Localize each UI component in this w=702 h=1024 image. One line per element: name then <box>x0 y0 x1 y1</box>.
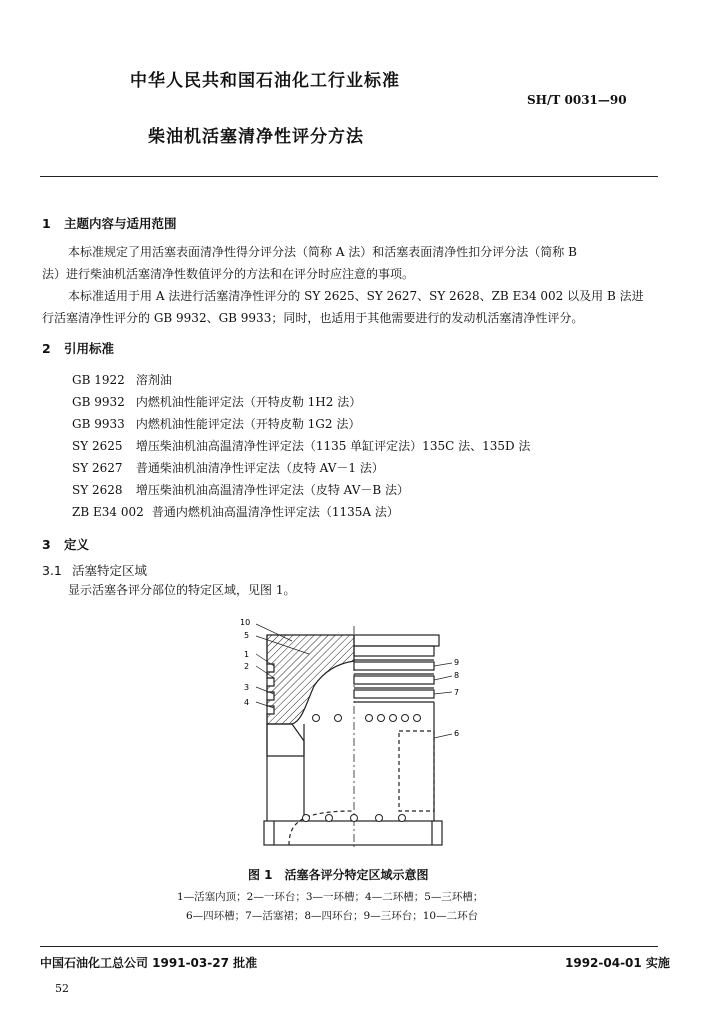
piston-left-half-section <box>267 635 354 821</box>
section-3-heading <box>42 535 89 553</box>
subsection-3-1-number: 3.1 <box>42 563 62 578</box>
label-7: 7 <box>454 688 460 697</box>
footer-rule <box>40 946 658 947</box>
label-10: 10 <box>240 618 251 627</box>
label-3: 3 <box>244 683 250 692</box>
section-3-number: 3 <box>42 537 51 552</box>
reference-title: 增压柴油机油高温清净性评定法（皮特 AV－B 法） <box>135 483 410 497</box>
piston-right-half-outline <box>354 635 439 821</box>
page-number: 52 <box>55 982 69 995</box>
label-8: 8 <box>454 671 460 680</box>
reference-code: ZB E34 002 <box>72 505 144 519</box>
section-2-heading <box>42 339 114 357</box>
subsection-3-1-heading <box>42 561 147 579</box>
reference-code: GB 9932 <box>72 395 125 409</box>
reference-code: SY 2628 <box>72 483 123 497</box>
standard-code: SH/T 0031—90 <box>527 93 627 107</box>
figure-caption: 图 1 活塞各评分特定区域示意图 <box>248 868 429 882</box>
reference-item <box>72 459 384 476</box>
label-5: 5 <box>244 631 250 640</box>
label-2: 2 <box>244 662 250 671</box>
reference-title: 溶剂油 <box>135 373 172 387</box>
document-title: 柴油机活塞清净性评分方法 <box>148 127 364 147</box>
section-1-paragraph-1-line-1: 本标准规定了用活塞表面清净性得分评分法（简称 A 法）和活塞表面清净性扣分评分法（简称 B <box>68 245 577 259</box>
label-6: 6 <box>454 729 460 738</box>
reference-code: SY 2625 <box>72 439 123 453</box>
section-1-paragraph-1-line-2: 法）进行柴油机活塞清净性数值评分的方法和在评分时应注意的事项。 <box>42 267 415 281</box>
reference-title: 普通内燃机油高温清净性评定法（1135A 法） <box>151 505 399 519</box>
reference-item <box>72 393 361 410</box>
reference-code: GB 9933 <box>72 417 125 431</box>
label-9: 9 <box>454 658 460 667</box>
reference-title: 内燃机油性能评定法（开特皮勒 1G2 法） <box>135 417 361 431</box>
header-organization: 中华人民共和国石油化工行业标准 <box>130 71 400 91</box>
section-2-number: 2 <box>42 341 51 356</box>
section-1-heading <box>42 214 177 232</box>
reference-code: SY 2627 <box>72 461 123 475</box>
reference-item <box>72 415 360 432</box>
section-3-title: 定义 <box>64 537 90 552</box>
section-1-number: 1 <box>42 216 51 231</box>
reference-item <box>72 481 409 498</box>
section-2-title: 引用标准 <box>64 341 115 356</box>
footer-issuer: 中国石油化工总公司 1991-03-27 批准 <box>40 956 258 970</box>
section-1-paragraph-2-line-2: 行活塞清净性评分的 GB 9932、GB 9933；同时，也适用于其他需要进行的发动机活塞清净性评分。 <box>42 311 584 325</box>
figure-legend-line-1: 1—活塞内顶；2—一环台；3—一环槽；4—二环槽；5—三环槽； <box>177 891 484 903</box>
subsection-3-1-text: 显示活塞各评分部位的特定区域，见图 1。 <box>68 583 296 597</box>
subsection-3-1-title: 活塞特定区域 <box>72 563 148 578</box>
reference-item <box>72 371 172 388</box>
header-rule <box>40 176 658 177</box>
reference-item <box>72 503 399 520</box>
label-4: 4 <box>244 698 250 707</box>
reference-item <box>72 437 530 454</box>
reference-code: GB 1922 <box>72 373 125 387</box>
reference-title: 普通柴油机油清净性评定法（皮特 AV－1 法） <box>135 461 384 475</box>
section-1-paragraph-2-line-1: 本标准适用于用 A 法进行活塞清净性评分的 SY 2625、SY 2627、SY 2628、ZB E34 002 以及用 B 法进 <box>68 289 644 303</box>
label-1: 1 <box>244 650 250 659</box>
figure-legend-line-2: 6—四环槽；7—活塞裙；8—四环台；9—三环台；10—二环台 <box>186 910 479 922</box>
piston-diagram <box>234 616 474 856</box>
footer-effective-date: 1992-04-01 实施 <box>565 956 670 970</box>
reference-title: 增压柴油机油高温清净性评定法（1135 单缸评定法）135C 法、135D 法 <box>135 439 531 453</box>
section-1-title: 主题内容与适用范围 <box>64 216 177 231</box>
reference-title: 内燃机油性能评定法（开特皮勒 1H2 法） <box>135 395 362 409</box>
piston-pin-holes <box>313 715 421 722</box>
